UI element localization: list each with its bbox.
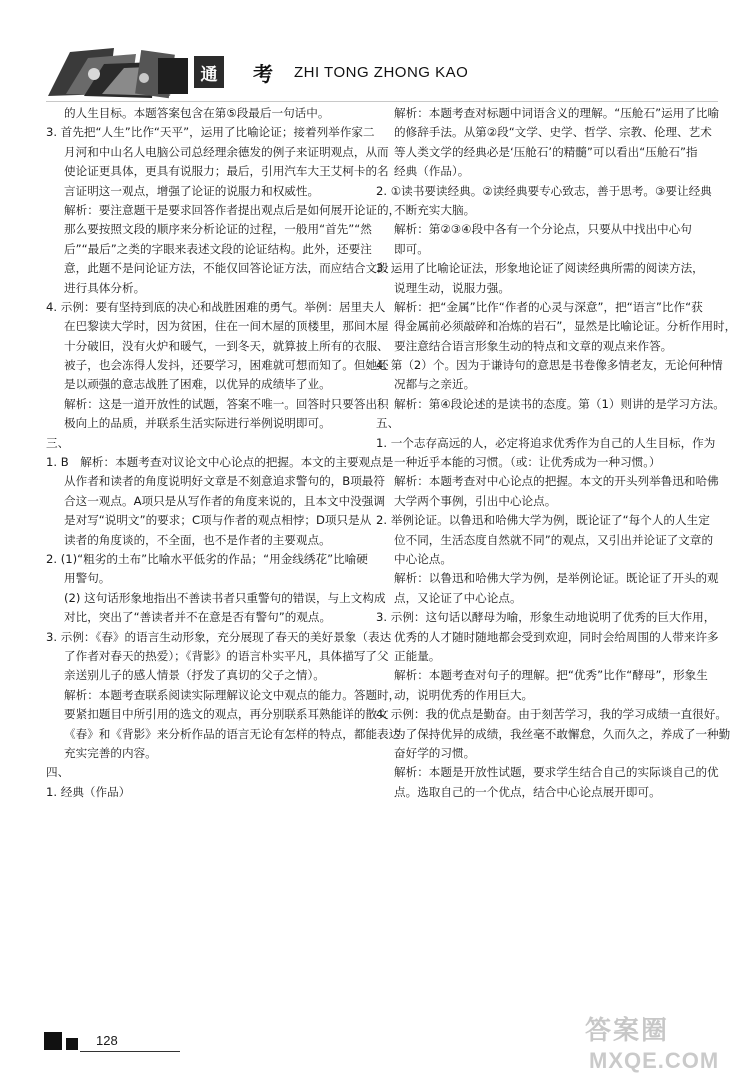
text-line: 四、 [46,765,70,780]
text-line: 2. 举例论证。以鲁迅和哈佛大学为例，既论证了“每个人的人生定 [376,513,710,528]
text-line: 被子，也会冻得人发抖，还要学习，困难就可想而知了。但她还 [64,358,389,373]
page-number: 128 [96,1033,118,1048]
text-line: 得金属前必须敲碎和冶炼的岩石”，显然是比喻论证。分析作用时， [394,319,737,334]
text-line: 1. B 解析：本题考查对议论文中心论点的把握。本文的主要观点是 [46,455,394,470]
text-line: 合这一观点。A项只是从写作者的角度来说的，且本文中没强调 [64,493,385,508]
text-line: 三、 [46,435,70,450]
brand-char-1: 通 [194,56,224,88]
text-line: 为了保持优异的成绩，我丝毫不敢懈怠，久而久之，养成了一种勤 [394,726,731,741]
text-line: 使论证更具体，更具有说服力；最后，引用汽车大王艾柯卡的名 [64,164,389,179]
text-line: 是以顽强的意志战胜了困难，以优异的成绩毕了业。 [64,377,331,392]
text-line: 是对写“说明文”的要求；C项与作者的观点相悖；D项只是从 [64,513,372,528]
text-line: 位不同，生活态度自然就不同”的观点，又引出并论证了文章的 [394,532,714,547]
text-line: 4. 示例：要有坚持到底的决心和战胜困难的勇气。举例：居里夫人 [46,299,386,314]
text-line: 那么要按照文段的顺序来分析论证的过程，一般用“首先”“然 [64,222,372,237]
text-line: (2) 这句话形象地指出不善读书者只重警句的错误，与上文构成 [64,590,386,605]
text-line: 4. 第（2）个。因为于谦诗句的意思是书卷像多情老友，无论何种情 [376,358,723,373]
right-column [376,104,737,802]
text-line: 即可。 [394,241,429,256]
text-line: 解析：本题是开放性试题，要求学生结合自己的实际谈自己的优 [394,765,719,780]
text-line: 点。选取自己的一个优点，结合中心论点展开即可。 [394,784,661,799]
header-banner [44,44,469,102]
text-line: 3. 首先把“人生”比作“天平”，运用了比喻论证；接着列举作家二 [46,125,375,140]
text-line: 了作者对春天的热爱）；《背影》的语言朴实平凡，具体描写了父 [64,648,389,663]
left-column [46,104,401,802]
footer-divider [80,1051,180,1052]
text-line: 奋好学的习惯。 [394,745,476,760]
watermark-top: 答案圈 [585,1016,670,1046]
text-line: 正能量。 [394,648,441,663]
text-line: 解析：本题考查对中心论点的把握。本文的开头列举鲁迅和哈佛 [394,474,719,489]
text-line: 解析：这是一道开放性的试题，答案不唯一。回答时只要答出积 [64,396,389,411]
text-line: 解析：第④段论述的是读书的态度。第（1）则讲的是学习方法。 [394,396,725,411]
text-line: 2. (1)“粗劣的土布”比喻水平低劣的作品；“用金线绣花”比喻硬 [46,551,368,566]
text-line: 月河和中山名人电脑公司总经理余德发的例子来证明观点，从而 [64,144,389,159]
text-line: 3. 运用了比喻论证法，形象地论证了阅读经典所需的阅读方法， [376,261,704,276]
text-line: 经典（作品）。 [394,164,470,179]
text-line: 在巴黎读大学时，因为贫困，住在一间木屋的顶楼里，那间木屋 [64,319,389,334]
text-line: 3. 示例：这句话以酵母为喻，形象生动地说明了优秀的巨大作用， [376,610,716,625]
text-line: 一种近乎本能的习惯。（或：让优秀成为一种习惯。） [394,455,661,470]
text-line: 解析：把“金属”比作“作者的心灵与深意”，把“语言”比作“获 [394,299,703,314]
text-line: 解析：本题考查对句子的理解。把“优秀”比作“酵母”，形象生 [394,668,708,683]
text-line: 五、 [376,416,400,431]
text-line: 的修辞手法。从第②段“文学、史学、哲学、宗教、伦理、艺术 [394,125,712,140]
text-line: 解析：要注意题干是要求回答作者提出观点后是如何展开论证的， [64,202,401,217]
text-line: 1. 一个志存高远的人，必定将追求优秀作为自己的人生目标，作为 [376,435,716,450]
text-line: 用警句。 [64,571,111,586]
text-line: 1. 经典（作品） [46,784,131,799]
text-line: 动，说明优秀的作用巨大。 [394,687,534,702]
text-line: 况都与之亲近。 [394,377,476,392]
text-line: 对比，突出了“善读者并不在意是否有警句”的观点。 [64,610,332,625]
text-line: 3. 示例：《春》的语言生动形象，充分展现了春天的美好景象（表达 [46,629,392,644]
text-line: 亲送别儿子的感人情景（抒发了真切的父子之情）。 [64,668,325,683]
text-line: 优秀的人才随时随地都会受到欢迎，同时会给周围的人带来许多 [394,629,719,644]
watermark-bottom: MXQE.COM [589,1048,720,1073]
page-footer [44,1032,244,1054]
text-line: 解析：本题考查联系阅读实际理解议论文中观点的能力。答题时， [64,687,401,702]
text-line: 意，此题不是问论证方法，不能仅回答论证方法，而应结合文段 [64,261,389,276]
text-line: 从作者和读者的角度说明好文章是不刻意追求警句的，B项最符 [64,474,385,489]
text-line: 中心论点。 [394,551,452,566]
text-line: 后”“最后”之类的字眼来表述文段的论证结构。此外，还要注 [64,241,372,256]
text-line: 要紧扣题目中所引用的选文的观点，再分别联系耳熟能详的散文 [64,707,389,722]
text-line: 言证明这一观点，增强了论证的说服力和权威性。 [64,183,320,198]
text-line: 不断充实大脑。 [394,202,476,217]
header-divider [46,101,718,102]
text-line: 十分破旧，没有火炉和暖气，一到冬天，就算披上所有的衣服、 [64,338,389,353]
text-line: 2. ①读书要读经典。②读经典要专心致志，善于思考。③要让经典 [376,183,712,198]
text-line: 等人类文学的经典必是‘压舱石’的精髓”可以看出“压舱石”指 [394,144,698,159]
book-logo-icon [44,44,194,102]
text-line: 进行具体分析。 [64,280,146,295]
text-line: 极向上的品质，并联系生活实际进行举例说明即可。 [64,416,331,431]
text-line: 解析：以鲁迅和哈佛大学为例，是举例论证。既论证了开头的观 [394,571,719,586]
text-line: 4. 示例：我的优点是勤奋。由于刻苦学习，我的学习成绩一直很好。 [376,707,727,722]
text-line: 充实完善的内容。 [64,745,157,760]
text-line: 说理生动，说服力强。 [394,280,510,295]
brand-pinyin: ZHI TONG ZHONG KAO [294,64,469,81]
text-line: 大学两个事例，引出中心论点。 [394,493,557,508]
text-line: 解析：本题考查对标题中词语含义的理解。“压舱石”运用了比喻 [394,106,720,120]
footer-small-square-icon [66,1038,78,1050]
brand-char-2: 考 [253,61,273,86]
text-line: 的人生目标。本题答案包含在第⑤段最后一句话中。 [64,106,330,120]
text-line: 解析：第②③④段中各有一个分论点，只要从中找出中心句 [394,222,692,237]
footer-square-icon [44,1032,62,1050]
text-line: 读者的角度谈的，不全面，也不是作者的主要观点。 [64,532,331,547]
watermark [585,1010,745,1078]
text-line: 要注意结合语言形象生动的特点和文章的观点来作答。 [394,338,673,353]
text-line: 点，又论证了中心论点。 [394,590,522,605]
text-line: 《春》和《背影》来分析作品的语言无论有怎样的特点，都能表达 [64,726,401,741]
